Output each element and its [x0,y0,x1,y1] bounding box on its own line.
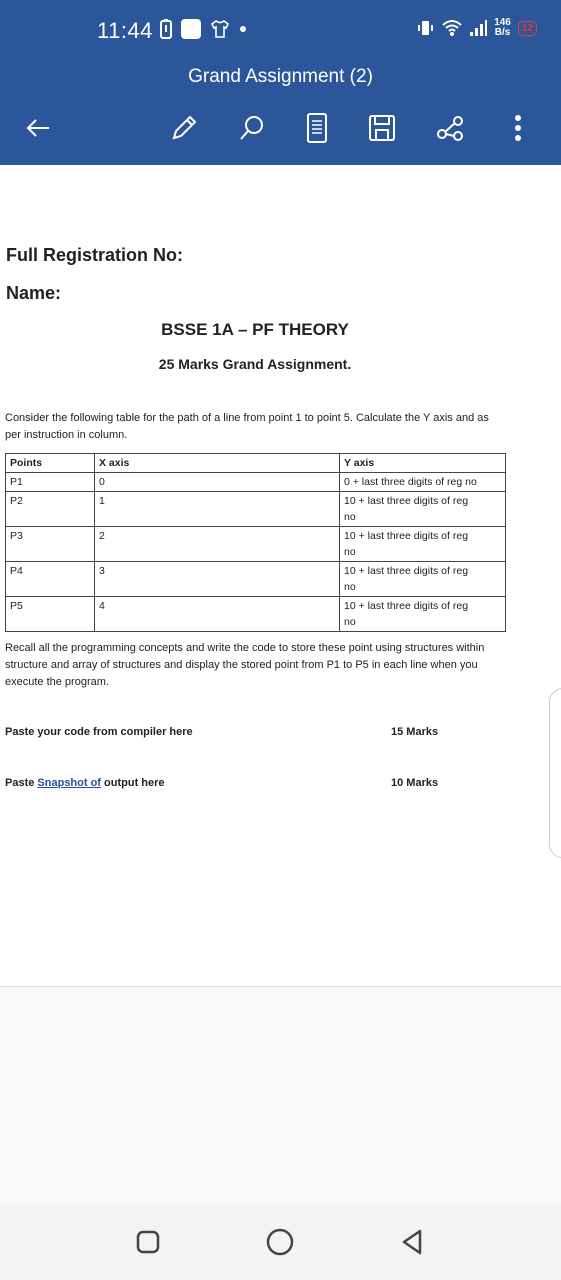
x-cell: 4 [95,597,340,632]
table-row [6,597,506,632]
home-circle-icon [265,1227,295,1257]
points-table [5,453,506,632]
table-row [6,492,506,527]
y-cell-line-2: no [344,511,356,523]
header-x-axis: X axis [95,454,340,473]
y-cell-line: 0 + last three digits of reg no [344,476,477,488]
home-button[interactable] [260,1222,300,1262]
share-button[interactable] [430,108,470,148]
x-cell: 3 [95,562,340,597]
header-points: Points [6,454,95,473]
signal-icon [469,20,487,36]
y-cell-line-2: no [344,581,356,593]
app-bar [0,0,561,165]
recall-paragraph: Recall all the programming concepts and write the code to store these point using structures within structure and array of structures and display the stored point from P1 to P5 in each line when you execute the program. [5,642,485,688]
point-cell: P3 [6,527,95,562]
table-row [6,527,506,562]
more-notifications-dot-icon [238,24,248,34]
x-cell: 0 [95,473,340,492]
y-cell-line: 10 + last three digits of reg [344,600,469,612]
battery-level: 12 [518,21,537,36]
recent-apps-icon [135,1229,161,1255]
search-icon [237,113,267,143]
document-title: Grand Assignment (2) [188,66,373,87]
table-row [6,562,506,597]
network-speed-unit: B/s [494,27,511,38]
save-button[interactable] [362,108,402,148]
y-cell [340,527,506,562]
y-cell [340,597,506,632]
save-icon [367,113,397,143]
status-time: 11:44 [97,18,153,43]
toolbar [0,108,561,148]
y-cell-line: 10 + last three digits of reg [344,530,469,542]
paste-code-label: Paste your code from compiler here [5,726,193,738]
status-bar [0,0,561,62]
y-cell [340,562,506,597]
edge-panel-handle[interactable] [549,688,561,858]
point-cell: P5 [6,597,95,632]
more-vertical-icon [513,113,523,143]
point-cell: P1 [6,473,95,492]
share-icon [435,113,465,143]
point-cell: P4 [6,562,95,597]
wifi-icon [442,19,462,37]
assignment-title: 25 Marks Grand Assignment. [158,356,352,372]
status-right-icons [417,18,537,38]
registration-label: Full Registration No: [6,245,183,265]
search-button[interactable] [232,108,272,148]
back-nav-button[interactable] [392,1222,432,1262]
status-left-icons [160,18,248,40]
reading-view-button[interactable] [297,108,337,148]
point-cell: P2 [6,492,95,527]
pencil-icon [169,113,199,143]
intro-paragraph: Consider the following table for the path of a line from point 1 to point 5. Calculate the Y axis and as per instruction in column. [5,412,489,441]
back-triangle-icon [399,1228,425,1256]
network-speed-value: 146 [494,17,511,28]
document-background [0,987,561,1205]
paste-snapshot-marks: 10 Marks [391,777,439,789]
paste-snapshot-prefix: Paste [5,777,38,789]
shirt-notification-icon [210,19,230,39]
arrow-left-icon [23,116,53,140]
app-notification-icon [180,18,202,40]
x-cell: 2 [95,527,340,562]
mobile-view-icon [304,112,330,144]
paste-snapshot-suffix: output here [100,777,165,789]
paste-code-marks: 15 Marks [391,726,439,738]
header-y-axis: Y axis [340,454,506,473]
edit-button[interactable] [164,108,204,148]
y-cell [340,473,506,492]
battery-saver-icon [160,19,172,39]
y-cell-line-2: no [344,616,356,628]
recent-apps-button[interactable] [128,1222,168,1262]
x-cell: 1 [95,492,340,527]
name-label: Name: [6,283,62,303]
course-heading: BSSE 1A – PF THEORY [161,320,349,339]
snapshot-link[interactable]: Snapshot of [37,777,101,789]
more-options-button[interactable] [498,108,538,148]
y-cell-line: 10 + last three digits of reg [344,495,469,507]
table-header-row [6,454,506,473]
y-cell-line-2: no [344,546,356,558]
y-cell [340,492,506,527]
y-cell-line: 10 + last three digits of reg [344,565,469,577]
table-row [6,473,506,492]
system-navigation-bar [0,1205,561,1280]
vibrate-icon [417,19,435,37]
paste-snapshot-label [5,777,165,789]
back-button[interactable] [18,108,58,148]
network-speed [494,18,511,38]
